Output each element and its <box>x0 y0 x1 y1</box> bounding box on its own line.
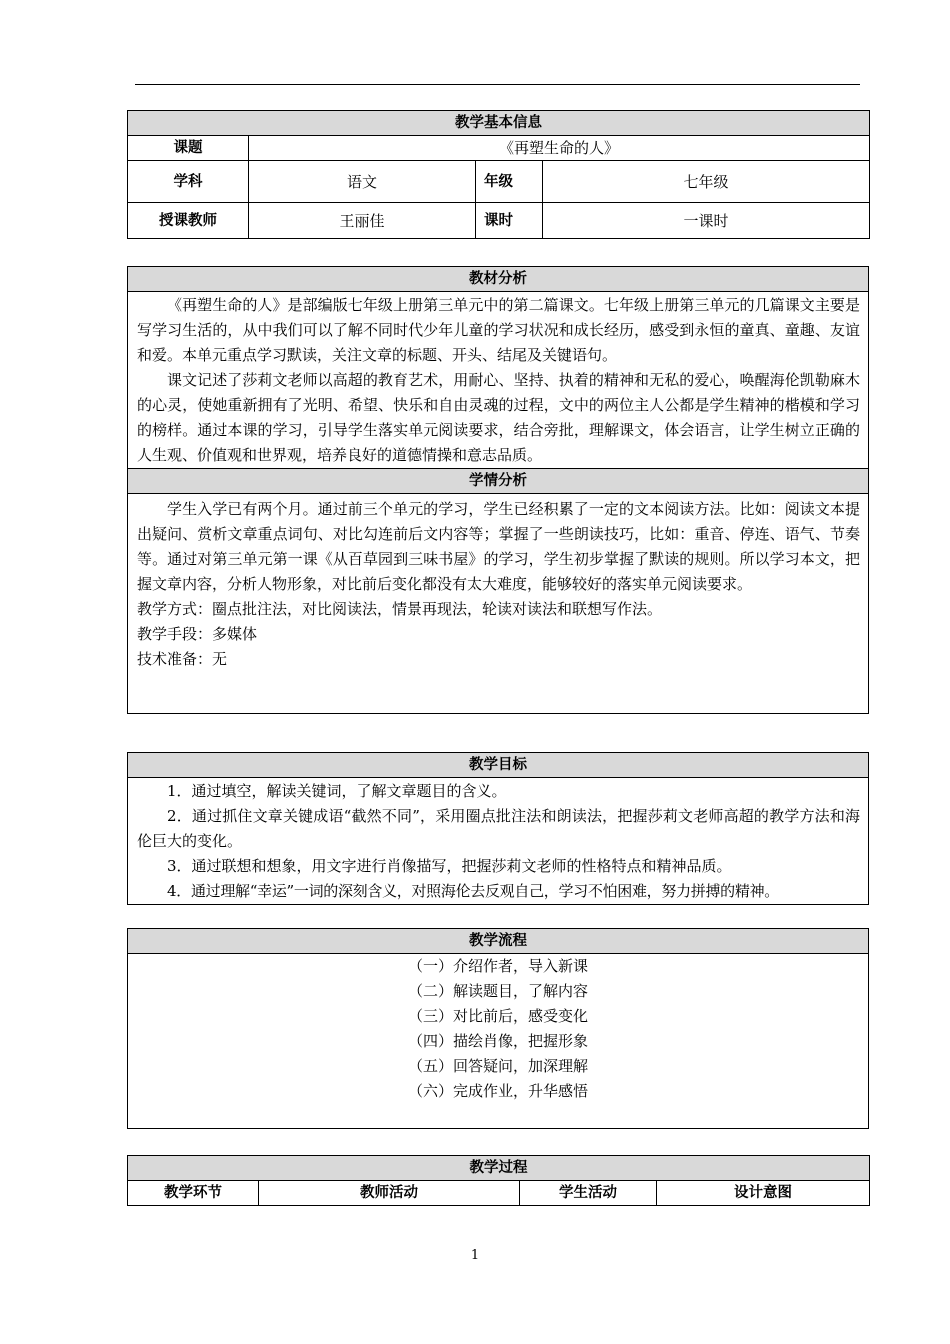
flow-body <box>128 954 869 1129</box>
analysis-table <box>127 266 869 714</box>
flow-item: （三）对比前后，感受变化 <box>407 1007 588 1025</box>
grade-value: 七年级 <box>543 161 870 203</box>
process-col-stage: 教学环节 <box>128 1181 259 1206</box>
page-number: 1 <box>470 1248 480 1263</box>
flow-item: （六）完成作业，升华感悟 <box>407 1082 588 1100</box>
flow-item: （四）描绘肖像，把握形象 <box>407 1032 588 1050</box>
material-analysis-body <box>128 292 869 469</box>
subject-value: 语文 <box>249 161 476 203</box>
subject-label: 学科 <box>128 161 249 203</box>
objective-item: 1．通过填空，解读关键词，了解文章题目的含义。 <box>167 782 507 800</box>
teacher-value: 王丽佳 <box>249 203 476 239</box>
basic-info-header: 教学基本信息 <box>128 111 870 136</box>
process-header: 教学过程 <box>128 1156 870 1181</box>
objective-item: 2．通过抓住文章关键成语“截然不同”，采用圈点批注法和朗读法，把握莎莉文老师高超的教学方法和海伦巨大的变化。 <box>137 807 860 850</box>
student-analysis-body <box>128 494 869 714</box>
hours-label: 课时 <box>476 203 543 239</box>
basic-info-table <box>127 110 870 239</box>
grade-label: 年级 <box>476 161 543 203</box>
teaching-means: 教学手段：多媒体 <box>137 625 258 643</box>
material-analysis-para: 《再塑生命的人》是部编版七年级上册第三单元中的第二篇课文。七年级上册第三单元的几篇课文主要是写学习生活的，从中我们可以了解不同时代少年儿童的学习状况和成长经历，感受到永恒的童真、童趣、友谊和爱。本单元重点学习默读，关注文章的标题、开头、结尾及关键语句。 <box>137 296 860 364</box>
header-rule <box>135 84 860 85</box>
student-analysis-header: 学情分析 <box>128 469 869 494</box>
objectives-table <box>127 752 869 905</box>
student-analysis-para: 学生入学已有两个月。通过前三个单元的学习，学生已经积累了一定的文本阅读方法。比如：阅读文本提出疑问、赏析文章重点词句、对比勾连前后文内容等；掌握了一些朗读技巧，比如：重音、停连、语气、节奏等。通过对第三单元第一课《从百草园到三味书屋》的学习，学生初步掌握了默读的规则。所以学习本文，把握文章内容，分析人物形象，对比前后变化都没有太大难度，能够较好的落实单元阅读要求。 <box>137 500 860 593</box>
process-table <box>127 1155 870 1206</box>
process-col-teacher: 教师活动 <box>259 1181 520 1206</box>
flow-header: 教学流程 <box>128 929 869 954</box>
flow-item: （二）解读题目，了解内容 <box>407 982 588 1000</box>
tech-preparation: 技术准备：无 <box>137 650 228 668</box>
material-analysis-header: 教材分析 <box>128 267 869 292</box>
topic-value: 《再塑生命的人》 <box>249 136 870 161</box>
objective-item: 4．通过理解“幸运”一词的深刻含义，对照海伦去反观自己，学习不怕困难，努力拼搏的精神。 <box>167 882 779 900</box>
process-col-student: 学生活动 <box>520 1181 657 1206</box>
objectives-body <box>128 778 869 905</box>
process-col-intent: 设计意图 <box>657 1181 870 1206</box>
flow-item: （五）回答疑问，加深理解 <box>407 1057 588 1075</box>
objective-item: 3．通过联想和想象，用文字进行肖像描写，把握莎莉文老师的性格特点和精神品质。 <box>167 857 732 875</box>
hours-value: 一课时 <box>543 203 870 239</box>
teaching-method: 教学方式：圈点批注法，对比阅读法，情景再现法，轮读对读法和联想写作法。 <box>137 600 663 618</box>
flow-item: （一）介绍作者，导入新课 <box>407 957 588 975</box>
objectives-header: 教学目标 <box>128 753 869 778</box>
topic-label: 课题 <box>128 136 249 161</box>
flow-table <box>127 928 869 1129</box>
teacher-label: 授课教师 <box>128 203 249 239</box>
material-analysis-para: 课文记述了莎莉文老师以高超的教育艺术，用耐心、坚持、执着的精神和无私的爱心，唤醒海伦凯勒麻木的心灵，使她重新拥有了光明、希望、快乐和自由灵魂的过程，文中的两位主人公都是学生精神的楷模和学习的榜样。通过本课的学习，引导学生落实单元阅读要求，结合旁批，理解课文，体会语言，让学生树立正确的人生观、价值观和世界观，培养良好的道德情操和意志品质。 <box>137 371 860 464</box>
